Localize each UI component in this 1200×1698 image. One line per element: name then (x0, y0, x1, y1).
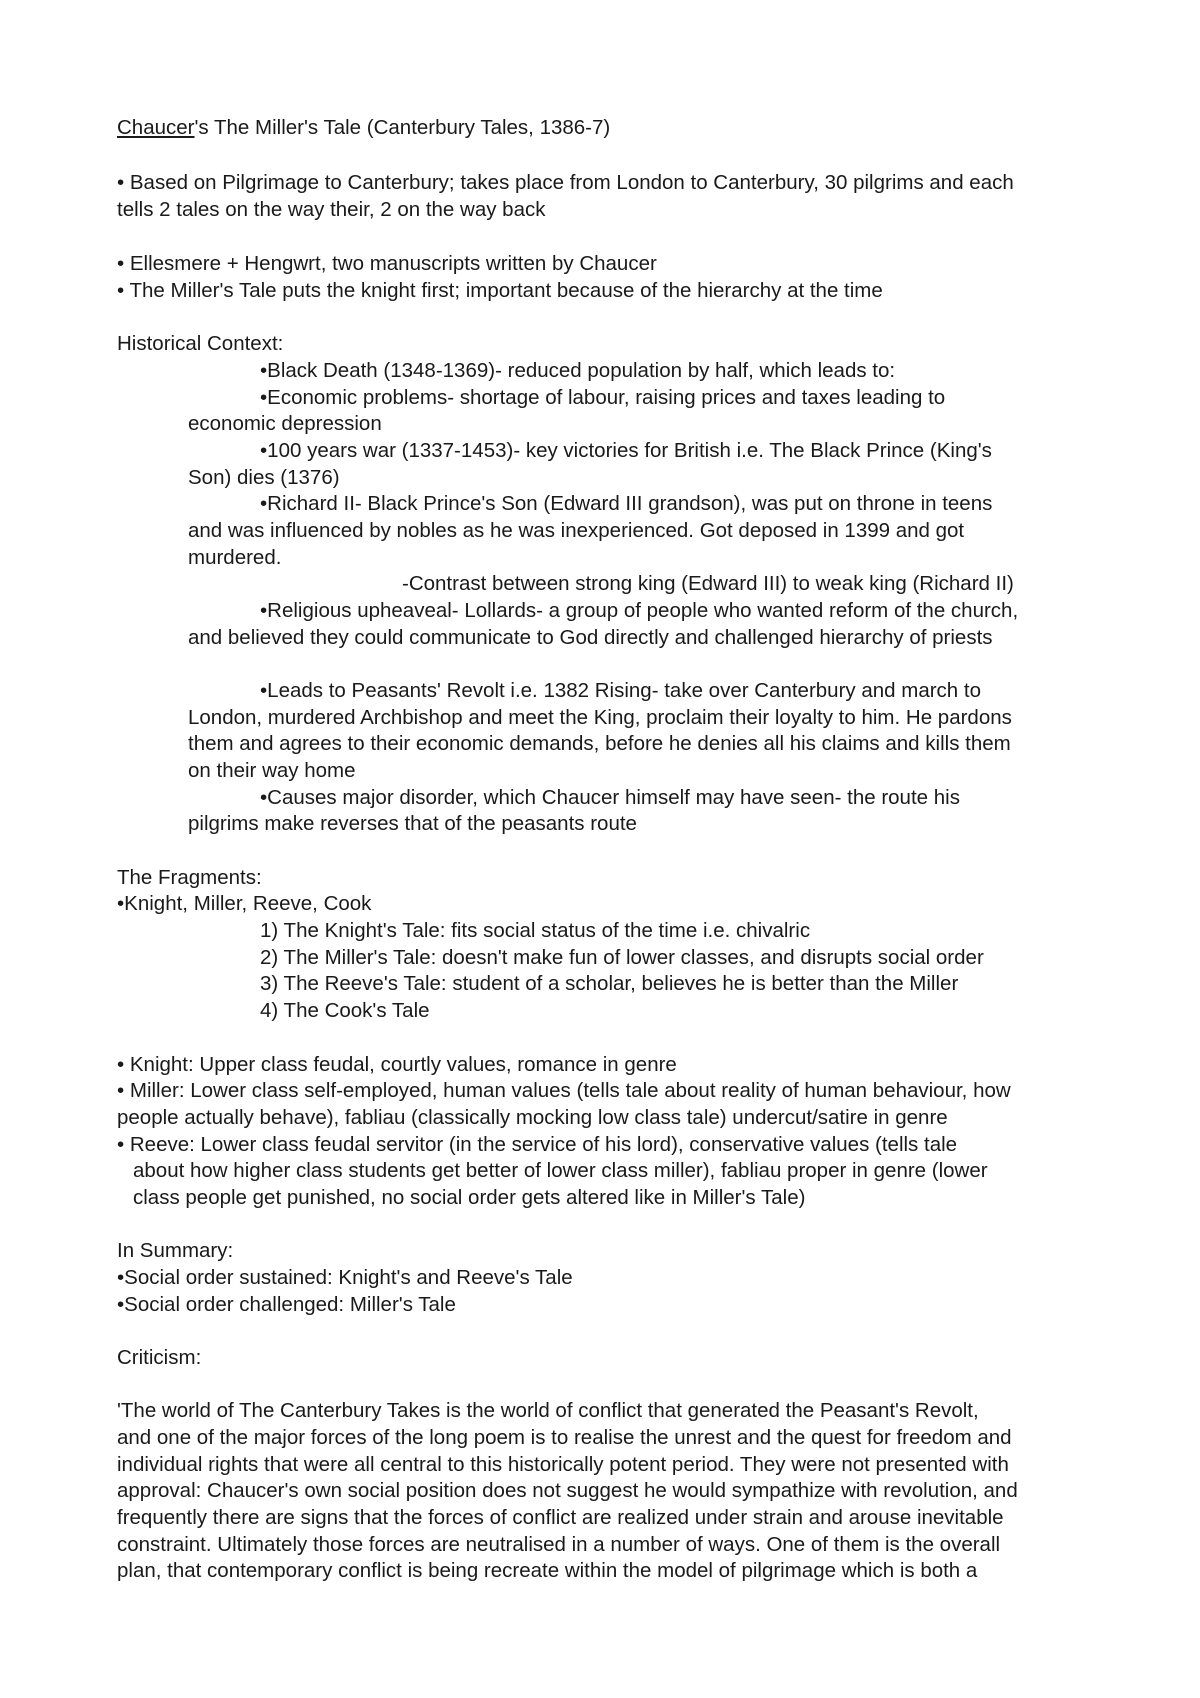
historical-line: •Religious upheaveal- Lollards- a group of people who wanted reform of the church, (260, 599, 1019, 622)
historical-line: them and agrees to their economic demands, before he denies all his claims and kills them (188, 732, 1011, 755)
reeve-bullet-line: • Reeve: Lower class feudal servitor (in the service of his lord), conservative values (tells tale (117, 1133, 958, 1156)
historical-line: •Richard II- Black Prince's Son (Edward III grandson), was put on throne in teens (260, 492, 993, 515)
title-author: Chaucer (117, 116, 195, 139)
fragment-item: 2) The Miller's Tale: doesn't make fun of lower classes, and disrupts social order (260, 946, 984, 969)
fragments-heading: The Fragments: (117, 866, 262, 889)
historical-line: •Causes major disorder, which Chaucer himself may have seen- the route his (260, 786, 960, 809)
historical-line: London, murdered Archbishop and meet the King, proclaim their loyalty to him. He pardons (188, 706, 1012, 729)
historical-context-heading: Historical Context: (117, 332, 284, 355)
summary-heading: In Summary: (117, 1239, 234, 1262)
historical-line: economic depression (188, 412, 382, 435)
intro-bullet-1-line-2: tells 2 tales on the way their, 2 on the way back (117, 198, 546, 221)
historical-line: -Contrast between strong king (Edward III) to weak king (Richard II) (402, 572, 1014, 595)
reeve-bullet-line: class people get punished, no social order gets altered like in Miller's Tale) (133, 1186, 806, 1209)
criticism-quote-line: 'The world of The Canterbury Takes is the world of conflict that generated the Peasant's Revolt, (117, 1399, 979, 1422)
summary-line: •Social order sustained: Knight's and Reeve's Tale (117, 1266, 573, 1289)
knight-bullet: • Knight: Upper class feudal, courtly values, romance in genre (117, 1053, 677, 1076)
historical-line: •Economic problems- shortage of labour, raising prices and taxes leading to (260, 386, 946, 409)
criticism-quote-line: individual rights that were all central to this historically potent period. They were not presented with (117, 1453, 1009, 1476)
title-rest: 's The Miller's Tale (Canterbury Tales, 1386-7) (194, 116, 611, 139)
criticism-quote-line: frequently there are signs that the forces of conflict are realized under strain and arouse inevitable (117, 1506, 1004, 1529)
summary-line: •Social order challenged: Miller's Tale (117, 1293, 456, 1316)
criticism-quote-line: approval: Chaucer's own social position does not suggest he would sympathize with revolution, and (117, 1479, 1018, 1502)
fragment-item: 3) The Reeve's Tale: student of a scholar, believes he is better than the Miller (260, 972, 959, 995)
historical-line: and was influenced by nobles as he was inexperienced. Got deposed in 1399 and got (188, 519, 965, 542)
criticism-quote-line: constraint. Ultimately those forces are neutralised in a number of ways. One of them is the overall (117, 1533, 1001, 1556)
historical-line: pilgrims make reverses that of the peasants route (188, 812, 637, 835)
criticism-heading: Criticism: (117, 1346, 202, 1369)
historical-line: Son) dies (1376) (188, 466, 340, 489)
intro-bullet-2: • Ellesmere + Hengwrt, two manuscripts written by Chaucer (117, 252, 657, 275)
historical-line: on their way home (188, 759, 356, 782)
historical-line: •100 years war (1337-1453)- key victories for British i.e. The Black Prince (King's (260, 439, 992, 462)
reeve-bullet-line: about how higher class students get better of lower class miller), fabliau proper in genre (lower (133, 1159, 988, 1182)
historical-line: •Leads to Peasants' Revolt i.e. 1382 Rising- take over Canterbury and march to (260, 679, 982, 702)
miller-bullet-line: people actually behave), fabliau (classically mocking low class tale) undercut/satire in genre (117, 1106, 948, 1129)
historical-line: murdered. (188, 546, 282, 569)
intro-bullet-1-line-1: • Based on Pilgrimage to Canterbury; takes place from London to Canterbury, 30 pilgrims and each (117, 171, 1014, 194)
intro-bullet-3: • The Miller's Tale puts the knight first; important because of the hierarchy at the time (117, 279, 883, 302)
criticism-quote-line: and one of the major forces of the long poem is to realise the unrest and the quest for freedom and (117, 1426, 1012, 1449)
criticism-quote-line: plan, that contemporary conflict is being recreate within the model of pilgrimage which is both a (117, 1559, 978, 1582)
miller-bullet-line: • Miller: Lower class self-employed, human values (tells tale about reality of human behaviour, how (117, 1079, 1011, 1102)
historical-line: and believed they could communicate to God directly and challenged hierarchy of priests (188, 626, 993, 649)
fragments-list: •Knight, Miller, Reeve, Cook (117, 892, 372, 915)
fragment-item: 4) The Cook's Tale (260, 999, 430, 1022)
document-title (117, 115, 610, 141)
historical-line: •Black Death (1348-1369)- reduced population by half, which leads to: (260, 359, 896, 382)
fragment-item: 1) The Knight's Tale: fits social status of the time i.e. chivalric (260, 919, 811, 942)
